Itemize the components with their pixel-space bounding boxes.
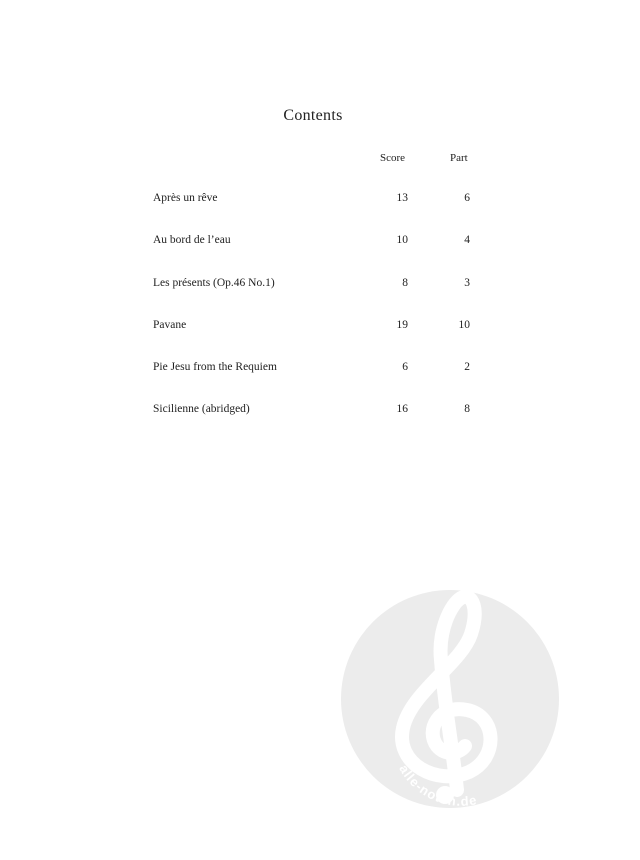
score-page-number: 10	[396, 234, 408, 247]
contents-row	[153, 234, 473, 276]
score-page-number: 8	[402, 276, 408, 289]
part-page-number: 4	[464, 234, 470, 247]
piece-title: Les présents (Op.46 No.1)	[153, 276, 275, 289]
part-column-header: Part	[450, 152, 468, 164]
contents-row	[153, 192, 473, 234]
score-column-header: Score	[380, 152, 406, 164]
score-page-number: 19	[396, 318, 408, 331]
score-page-number: 13	[396, 192, 408, 204]
piece-title: Après un rêve	[153, 192, 218, 204]
piece-title: Au bord de l’eau	[153, 234, 231, 247]
piece-title: Pie Jesu from the Requiem	[153, 361, 277, 374]
part-page-number: 6	[464, 192, 470, 204]
part-page-number: 2	[464, 361, 470, 374]
part-page-number: 10	[458, 318, 470, 331]
contents-row	[153, 403, 473, 445]
watermark-text: alle-noten.de	[396, 761, 479, 808]
score-page-number: 6	[402, 361, 408, 374]
contents-row	[153, 277, 473, 319]
piece-title: Pavane	[153, 318, 187, 331]
part-page-number: 8	[464, 403, 470, 416]
part-page-number: 3	[464, 276, 470, 289]
contents-row	[153, 361, 473, 403]
piece-title: Sicilienne (abridged)	[153, 403, 250, 416]
contents-row	[153, 319, 473, 361]
score-page-number: 16	[396, 403, 408, 416]
contents-heading: Contents	[283, 107, 343, 124]
contents-list	[153, 192, 473, 446]
treble-clef-icon	[341, 590, 559, 808]
